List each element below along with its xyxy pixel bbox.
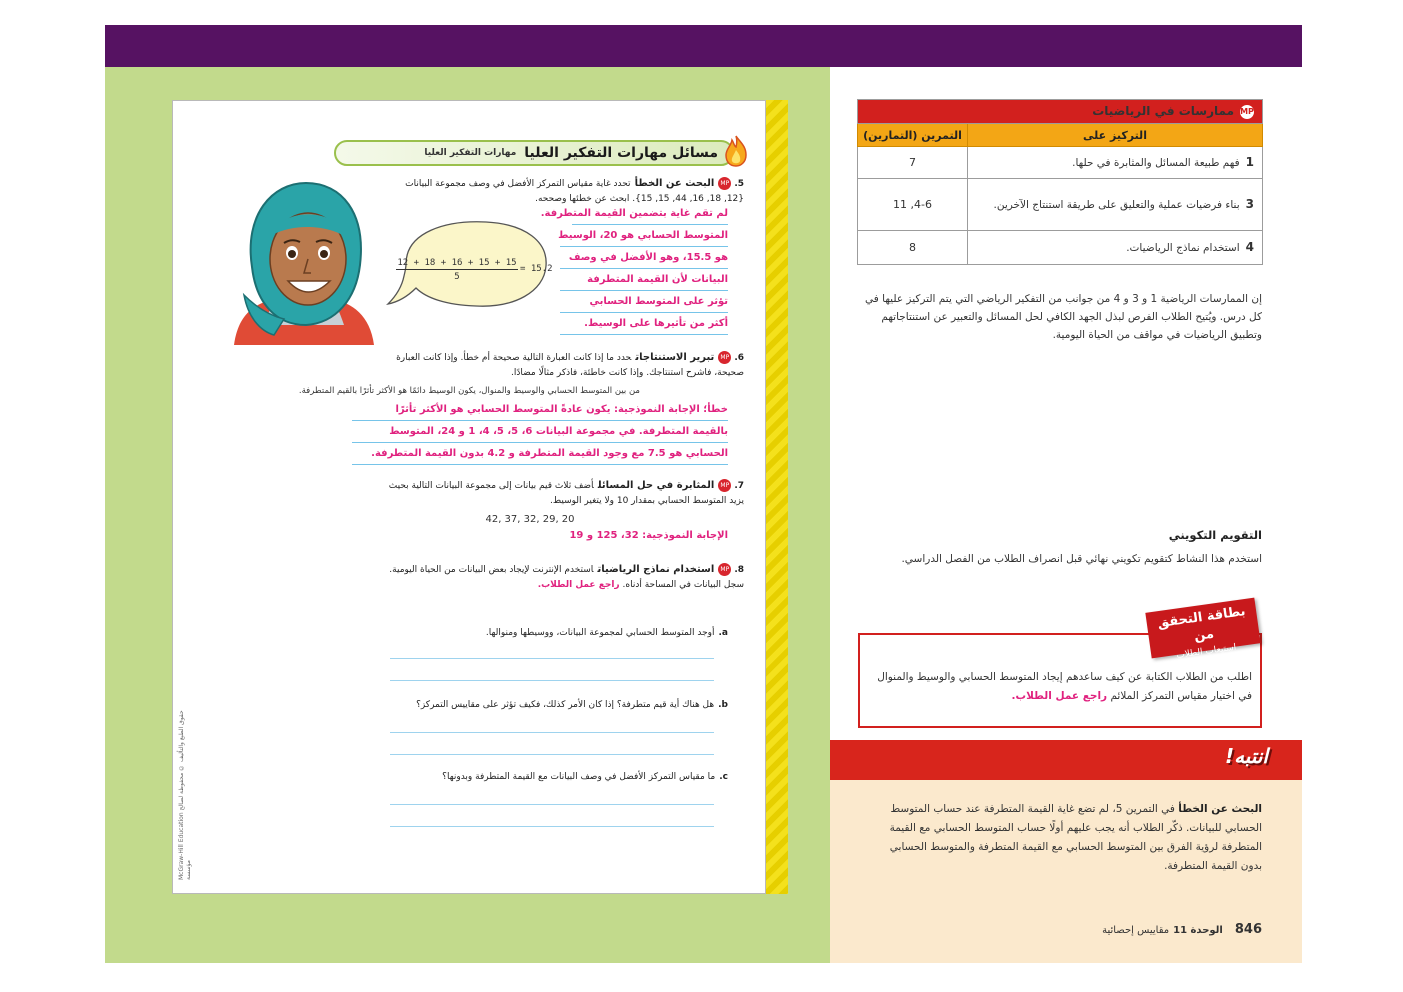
practice-cell — [968, 231, 1263, 265]
exercise-7-data: 42, 37, 32, 29, 20 — [485, 514, 575, 525]
answer-write-line — [390, 680, 714, 681]
practice-text: فهم طبيعة المسائل والمثابرة في حلها. — [1072, 157, 1240, 169]
practice-number: 1 — [1245, 155, 1254, 169]
ex6-answer-line-3: الحسابي هو 7.5 مع وجود القيمة المتطرفة و 4.2 بدون القيمة المتطرفة. — [352, 444, 728, 465]
answer-write-line — [390, 804, 714, 805]
exercise-6-line2: صحيحة، فاشرح استنتاجك. وإذا كانت خاطئة، فاذكر مثالًا مضادًا. — [511, 368, 744, 378]
exercise-6-statement: من بين المتوسط الحسابي والوسيط والمنوال، يكون الوسيط دائمًا هو الأكثر تأثرًا بالقيم المتطرفة. — [298, 386, 640, 396]
exercise-6-title: تبرير الاستنتاجات — [635, 352, 715, 363]
question-8c — [380, 772, 728, 782]
exercise-cell: 8 — [858, 231, 968, 265]
question-8b-text: هل هناك أية قيم متطرفة؟ إذا كان الأمر كذلك، فكيف تؤثر على مقاييس التمركز؟ — [416, 700, 715, 710]
table-row — [858, 147, 1263, 179]
mp-badge-icon: MP — [718, 177, 731, 190]
exercise-7-line1: أضف ثلاث قيم بيانات إلى مجموعة البيانات التالية بحيث — [388, 481, 594, 491]
page-footer — [1080, 922, 1262, 937]
exercise-7-line2: يزيد المتوسط الحسابي بمقدار 10 ولا يتغير الوسيط. — [549, 496, 744, 506]
hots-header — [334, 140, 734, 166]
formula-result: = 15.2 — [520, 264, 553, 274]
table-row — [858, 179, 1263, 231]
mp-icon: MP — [1240, 105, 1254, 119]
exercise-8-line1: استخدم الإنترنت لإيجاد بعض البيانات من الحياة اليومية. — [389, 565, 594, 575]
practice-number: 4 — [1245, 240, 1254, 254]
copyright-credit: McGraw-Hill Education حقوق الطبع والتأليف © محفوظة لصالح مؤسسة — [178, 710, 192, 880]
col-header-exercises: التمرين (التمارين) — [858, 124, 968, 147]
exercise-5-line2: {12, 18, 16, 44, 15, 15}. ابحث عن خطئها وصححه. — [535, 194, 744, 204]
ex5-answer-line-2: المتوسط الحسابي هو 20، الوسيط — [560, 226, 728, 247]
page-number: 846 — [1234, 922, 1262, 937]
formula-numerator: 12 + 18 + 16 + 15 + 15 — [397, 258, 517, 268]
exercise-number: 6. — [734, 353, 744, 363]
hots-subtitle: مهارات التفكير العليا — [424, 148, 517, 158]
exercise-8-prompt — [346, 562, 744, 593]
exercise-8-line2: سجل البيانات في المساحة أدناه. — [622, 580, 744, 590]
ex5-answer-line-5: تؤثر على المتوسط الحسابي — [560, 292, 728, 313]
question-letter: b. — [718, 700, 728, 710]
formula-denominator: 5 — [454, 272, 460, 282]
practice-text: استخدام نماذج الرياضيات. — [1126, 242, 1240, 254]
exercise-cell: 4-6, 11 — [858, 179, 968, 231]
exercise-7-answer: الإجابة النموذجية: 32، 125 و 19 — [569, 530, 728, 541]
exit-ticket-text — [870, 668, 1252, 706]
ex5-answer-line-4: البيانات لأن القيمة المتطرفة — [560, 270, 728, 291]
ticket-instructions: اطلب من الطلاب الكتابة عن كيف ساعدهم إيجاد المتوسط الحسابي والوسيط والمنوال في اختيار مقياس التمركز الملائم — [877, 671, 1252, 702]
answer-write-line — [390, 826, 714, 827]
mp-badge-icon: MP — [718, 479, 731, 492]
exercise-5-title: البحث عن الخطأ — [634, 178, 715, 189]
question-8a — [380, 628, 728, 638]
footer-title: مقاييس إحصائية — [1102, 925, 1170, 936]
math-practices-title — [858, 100, 1263, 124]
footer-unit: الوحدة 11 — [1173, 925, 1223, 936]
mp-badge-icon: MP — [718, 563, 731, 576]
page-edge-stripe — [766, 100, 788, 894]
flame-icon — [722, 134, 750, 168]
ex6-answer-line-1: خطأ؛ الإجابة النموذجية: يكون عادةً المتوسط الحسابي هو الأكثر تأثرًا — [352, 400, 728, 421]
answer-write-line — [390, 754, 714, 755]
formative-assessment-text: استخدم هذا النشاط كتقويم تكويني نهائي قبل انصراف الطلاب من الفصل الدراسي. — [901, 553, 1262, 565]
exercise-6-prompt — [346, 350, 744, 381]
exercise-number: 5. — [734, 179, 744, 189]
practice-number: 3 — [1245, 197, 1254, 211]
exercise-8-answer: راجع عمل الطلاب. — [537, 580, 620, 590]
math-practices-paragraph: إن الممارسات الرياضية 1 و 3 و 4 من جوانب من التفكير الرياضي التي يتم التركيز عليها في كل درس. ويُتيح الطلاب الفرص لبذل الجهد الكافي لحل المسائل والتعبير عن استنتاجاتهم وتطبيق الرياضيات في مواقف من الحياة اليومية. — [865, 293, 1262, 341]
practice-text: بناء فرضيات عملية والتعليق على طريقة استنتاج الآخرين. — [993, 199, 1240, 211]
ticket-answer: راجع عمل الطلاب. — [1011, 690, 1108, 702]
question-letter: a. — [718, 628, 728, 638]
ex6-answer-line-2: بالقيمة المتطرفة. في مجموعة البيانات 6، 5، 5، 4، 1 و 24، المتوسط — [352, 422, 728, 443]
practice-cell — [968, 147, 1263, 179]
formative-assessment-title: التقويم التكويني — [1168, 528, 1262, 542]
question-8a-text: أوجد المتوسط الحسابي لمجموعة البيانات، ووسيطها ومنوالها. — [485, 628, 715, 638]
col-header-focus: التركيز على — [968, 124, 1263, 147]
math-practices-table — [857, 99, 1263, 265]
math-practices-title-text: ممارسات في الرياضيات — [1092, 104, 1234, 119]
ex5-answer-line-1: لم تقم غاية بتضمين القيمة المتطرفة. — [572, 204, 728, 225]
caution-text — [888, 800, 1262, 876]
ticket-badge-line2: استيعاب الطلاب — [1175, 642, 1237, 661]
exercise-7-title: المثابرة في حل المسائل — [597, 480, 715, 491]
ex5-answer-line-3: هو 15.5، وهو الأفضل في وصف — [560, 248, 728, 269]
caution-body: في التمرين 5، لم تضع غاية القيمة المتطرفة عند حساب المتوسط الحسابي للبيانات. ذكّر الطلاب أنه يجب عليهم أولًا حساب المتوسط الحسابي مع القيمة المتطرفة لرؤية الفرق بين المتوسط الحسابي مع القيمة المتطرفة والمتوسط الحسابي بدون القيمة المتطرفة. — [889, 803, 1262, 872]
exercise-5-line1: تحدد غاية مقياس التمركز الأفضل في وصف مجموعة البيانات — [405, 179, 631, 189]
question-8c-text: ما مقياس التمركز الأفضل في وصف البيانات مع القيمة المتطرفة وبدونها؟ — [442, 772, 716, 782]
exercise-8-title: استخدام نماذج الرياضيات — [597, 564, 715, 575]
hots-title: مسائل مهارات التفكير العليا — [524, 145, 718, 161]
answer-write-line — [390, 658, 714, 659]
ex5-answer-line-6: أكثر من تأثيرها على الوسيط. — [560, 314, 728, 335]
exercise-cell: 7 — [858, 147, 968, 179]
top-color-band — [105, 25, 1302, 67]
caution-title: انتبه! — [1224, 744, 1268, 768]
exercise-5-prompt — [356, 176, 744, 207]
caution-lead: البحث عن الخطأ — [1178, 803, 1262, 815]
exercise-number: 8. — [734, 565, 744, 575]
student-character-illustration — [224, 175, 384, 345]
question-letter: c. — [719, 772, 728, 782]
practice-cell — [968, 179, 1263, 231]
ticket-badge-line1: بطاقة التحقق من — [1156, 604, 1247, 645]
table-row — [858, 231, 1263, 265]
exercise-number: 7. — [734, 481, 744, 491]
question-8b — [360, 700, 728, 710]
mp-badge-icon: MP — [718, 351, 731, 364]
exercise-7-prompt — [346, 478, 744, 509]
answer-write-line — [390, 732, 714, 733]
exercise-6-line1: حدد ما إذا كانت العبارة التالية صحيحة أم خطأ. وإذا كانت العبارة — [396, 353, 632, 363]
